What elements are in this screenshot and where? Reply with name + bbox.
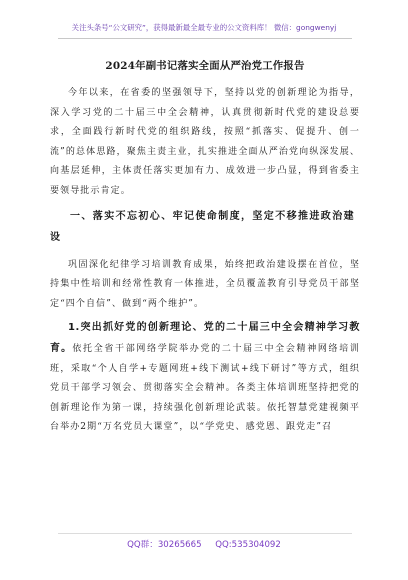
item-text: 依托全省干部网络学院举办党的二十届三中全会精神网络培训班，采取“个人自学+专题网班+线下测试+线下研讨”等方式，组织党员干部学习领会、贯彻落实全会精神。各类主体培训班坚持把党的创新理论作为第一课，持续强化创新理论武装。依托智慧党建视频平台举办2期“万名党员大课堂”，以“学党史、感党恩、跟党走”召	[50, 343, 361, 433]
footer-banner: QQ群：30265665 QQ:535304092	[127, 540, 281, 550]
section-heading: 一、落实不忘初心、牢记使命制度，坚定不移推进政治建设	[50, 210, 355, 243]
footer-divider	[58, 533, 352, 534]
section-paragraph: 巩固深化纪律学习培训教育成果，始终把政治建设摆在首位，坚持集中性培训和经常性教育一体推进，全员覆盖教育引导党员干部坚定“四个自信”、做到“两个维护”。	[50, 259, 360, 309]
item-paragraph	[50, 318, 360, 438]
item-subheading: 1.突出抓好党的创新理论、党的二十届三中全会精神学习教育。	[50, 322, 360, 354]
intro-paragraph: 今年以来，在省委的坚强领导下，坚持以党的创新理论为指导，深入学习党的二十届三中全会精神，认真贯彻新时代党的建设总要求，全面践行新时代党的组织路线，按照“抓落实、促提升、创一流”的总体思路，聚焦主责主业，扎实推进全面从严治党向纵深发展、向基层延伸，主体责任落实更加有力、成效进一步凸显，得到省委主要领导批示肯定。	[50, 88, 360, 196]
document-body	[50, 47, 360, 438]
header-divider	[58, 38, 352, 39]
header-banner: 关注头条号“公文研究”，获得最新最全最专业的公文资料库！ 微信：gongwenyj	[71, 23, 337, 32]
document-title: 2024年副书记落实全面从严治党工作报告	[105, 60, 305, 72]
